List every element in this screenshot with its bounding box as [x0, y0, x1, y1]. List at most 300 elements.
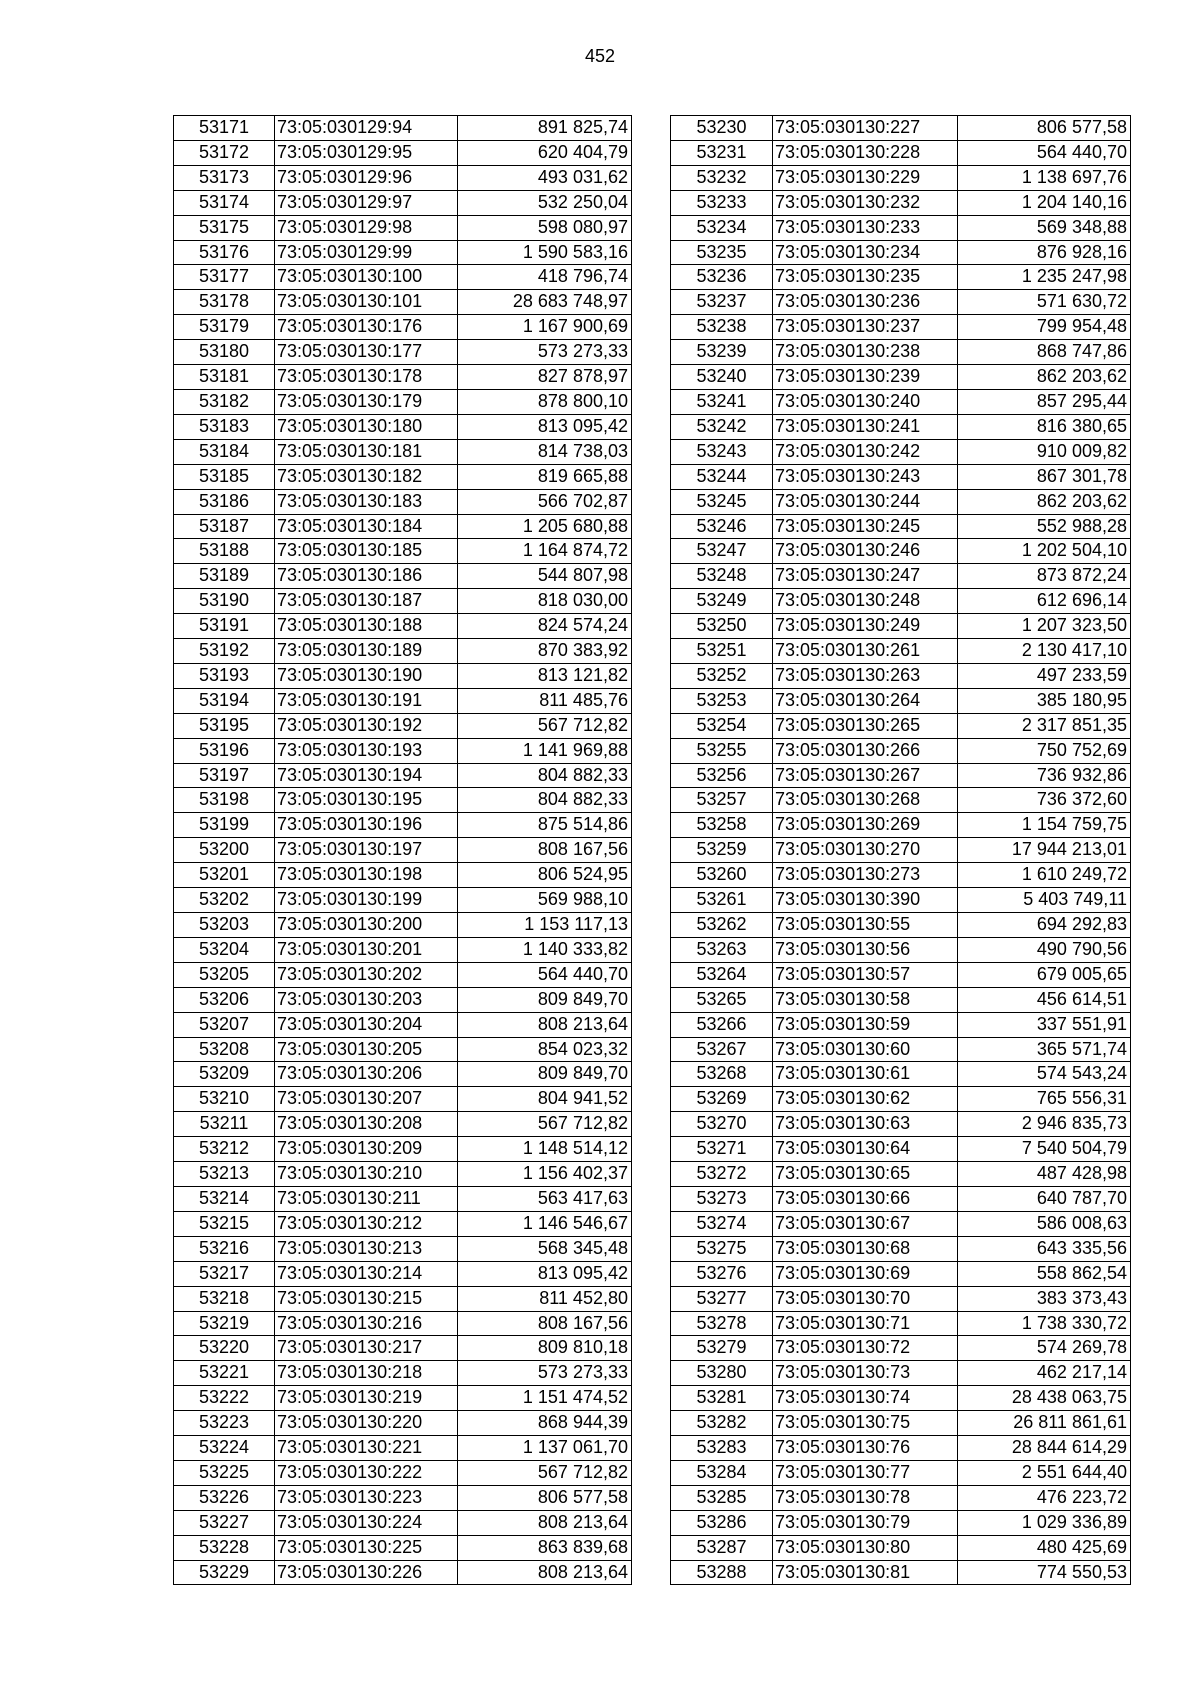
row-number-cell: 53207 [174, 1012, 275, 1037]
row-number-cell: 53186 [174, 489, 275, 514]
table-row [174, 713, 632, 738]
cadastral-number-cell: 73:05:030130:246 [773, 539, 958, 564]
cadastral-number-cell: 73:05:030130:238 [773, 340, 958, 365]
table-row [671, 265, 1131, 290]
row-number-cell: 53263 [671, 937, 773, 962]
table-row [671, 1087, 1131, 1112]
cadastral-number-cell: 73:05:030130:203 [275, 987, 458, 1012]
row-number-cell: 53231 [671, 140, 773, 165]
cadastral-number-cell: 73:05:030130:67 [773, 1211, 958, 1236]
cadastral-value-cell: 574 269,78 [958, 1336, 1131, 1361]
cadastral-value-cell: 480 425,69 [958, 1535, 1131, 1560]
cadastral-value-cell: 2 317 851,35 [958, 713, 1131, 738]
row-number-cell: 53173 [174, 165, 275, 190]
cadastral-number-cell: 73:05:030130:179 [275, 389, 458, 414]
cadastral-number-cell: 73:05:030130:267 [773, 763, 958, 788]
cadastral-number-cell: 73:05:030130:213 [275, 1236, 458, 1261]
cadastral-number-cell: 73:05:030130:176 [275, 315, 458, 340]
row-number-cell: 53223 [174, 1411, 275, 1436]
cadastral-number-cell: 73:05:030130:198 [275, 863, 458, 888]
cadastral-value-cell: 808 167,56 [458, 1311, 632, 1336]
cadastral-value-cell: 827 878,97 [458, 365, 632, 390]
table-row [174, 1535, 632, 1560]
cadastral-value-cell: 1 205 680,88 [458, 514, 632, 539]
cadastral-value-cell: 806 524,95 [458, 863, 632, 888]
cadastral-number-cell: 73:05:030130:219 [275, 1386, 458, 1411]
row-number-cell: 53265 [671, 987, 773, 1012]
row-number-cell: 53199 [174, 813, 275, 838]
cadastral-number-cell: 73:05:030130:195 [275, 788, 458, 813]
cadastral-value-cell: 1 137 061,70 [458, 1436, 632, 1461]
row-number-cell: 53182 [174, 389, 275, 414]
table-row [671, 489, 1131, 514]
row-number-cell: 53253 [671, 688, 773, 713]
cadastral-value-cell: 1 146 546,67 [458, 1211, 632, 1236]
cadastral-value-cell: 571 630,72 [958, 290, 1131, 315]
table-row [174, 1162, 632, 1187]
row-number-cell: 53249 [671, 589, 773, 614]
cadastral-number-cell: 73:05:030130:229 [773, 165, 958, 190]
cadastral-number-cell: 73:05:030130:239 [773, 365, 958, 390]
cadastral-value-cell: 365 571,74 [958, 1037, 1131, 1062]
cadastral-value-cell: 806 577,58 [458, 1485, 632, 1510]
cadastral-value-cell: 337 551,91 [958, 1012, 1131, 1037]
table-row [671, 937, 1131, 962]
cadastral-value-cell: 28 844 614,29 [958, 1436, 1131, 1461]
cadastral-value-cell: 17 944 213,01 [958, 838, 1131, 863]
cadastral-number-cell: 73:05:030130:68 [773, 1236, 958, 1261]
registry-table-right [670, 115, 1131, 1585]
table-row [174, 489, 632, 514]
row-number-cell: 53220 [174, 1336, 275, 1361]
row-number-cell: 53274 [671, 1211, 773, 1236]
table-row [671, 1062, 1131, 1087]
table-row [671, 1460, 1131, 1485]
cadastral-value-cell: 857 295,44 [958, 389, 1131, 414]
table-row [671, 913, 1131, 938]
cadastral-value-cell: 891 825,74 [458, 116, 632, 141]
cadastral-number-cell: 73:05:030130:268 [773, 788, 958, 813]
table-row [174, 589, 632, 614]
cadastral-number-cell: 73:05:030130:71 [773, 1311, 958, 1336]
cadastral-number-cell: 73:05:030130:264 [773, 688, 958, 713]
cadastral-number-cell: 73:05:030130:66 [773, 1186, 958, 1211]
cadastral-value-cell: 765 556,31 [958, 1087, 1131, 1112]
row-number-cell: 53250 [671, 614, 773, 639]
row-number-cell: 53270 [671, 1112, 773, 1137]
row-number-cell: 53268 [671, 1062, 773, 1087]
cadastral-value-cell: 567 712,82 [458, 1112, 632, 1137]
cadastral-number-cell: 73:05:030130:226 [275, 1560, 458, 1585]
cadastral-value-cell: 558 862,54 [958, 1261, 1131, 1286]
table-row [671, 539, 1131, 564]
table-row [671, 1336, 1131, 1361]
cadastral-value-cell: 1 141 969,88 [458, 738, 632, 763]
table-row [174, 389, 632, 414]
cadastral-number-cell: 73:05:030130:247 [773, 564, 958, 589]
table-row [174, 564, 632, 589]
cadastral-number-cell: 73:05:030130:236 [773, 290, 958, 315]
row-number-cell: 53236 [671, 265, 773, 290]
row-number-cell: 53197 [174, 763, 275, 788]
cadastral-number-cell: 73:05:030130:235 [773, 265, 958, 290]
cadastral-value-cell: 878 800,10 [458, 389, 632, 414]
table-row [671, 838, 1131, 863]
cadastral-number-cell: 73:05:030130:237 [773, 315, 958, 340]
cadastral-value-cell: 808 213,64 [458, 1012, 632, 1037]
cadastral-number-cell: 73:05:030130:211 [275, 1186, 458, 1211]
cadastral-number-cell: 73:05:030130:62 [773, 1087, 958, 1112]
row-number-cell: 53275 [671, 1236, 773, 1261]
cadastral-value-cell: 1 029 336,89 [958, 1510, 1131, 1535]
table-row [174, 614, 632, 639]
cadastral-number-cell: 73:05:030130:232 [773, 190, 958, 215]
cadastral-number-cell: 73:05:030130:190 [275, 663, 458, 688]
row-number-cell: 53235 [671, 240, 773, 265]
cadastral-value-cell: 1 167 900,69 [458, 315, 632, 340]
row-number-cell: 53269 [671, 1087, 773, 1112]
row-number-cell: 53254 [671, 713, 773, 738]
cadastral-value-cell: 28 683 748,97 [458, 290, 632, 315]
cadastral-number-cell: 73:05:030130:207 [275, 1087, 458, 1112]
row-number-cell: 53174 [174, 190, 275, 215]
table-row [174, 1336, 632, 1361]
table-row [671, 589, 1131, 614]
cadastral-value-cell: 867 301,78 [958, 464, 1131, 489]
row-number-cell: 53202 [174, 888, 275, 913]
row-number-cell: 53243 [671, 439, 773, 464]
cadastral-value-cell: 569 988,10 [458, 888, 632, 913]
table-row [174, 1012, 632, 1037]
row-number-cell: 53259 [671, 838, 773, 863]
cadastral-number-cell: 73:05:030130:225 [275, 1535, 458, 1560]
cadastral-number-cell: 73:05:030130:192 [275, 713, 458, 738]
table-row [671, 290, 1131, 315]
table-row [174, 1386, 632, 1411]
cadastral-number-cell: 73:05:030129:96 [275, 165, 458, 190]
cadastral-value-cell: 1 590 583,16 [458, 240, 632, 265]
cadastral-value-cell: 816 380,65 [958, 414, 1131, 439]
row-number-cell: 53218 [174, 1286, 275, 1311]
row-number-cell: 53208 [174, 1037, 275, 1062]
table-row [174, 190, 632, 215]
cadastral-value-cell: 868 747,86 [958, 340, 1131, 365]
row-number-cell: 53206 [174, 987, 275, 1012]
row-number-cell: 53210 [174, 1087, 275, 1112]
cadastral-number-cell: 73:05:030130:217 [275, 1336, 458, 1361]
cadastral-value-cell: 1 154 759,75 [958, 813, 1131, 838]
cadastral-value-cell: 497 233,59 [958, 663, 1131, 688]
row-number-cell: 53179 [174, 315, 275, 340]
cadastral-number-cell: 73:05:030130:261 [773, 639, 958, 664]
table-row [671, 140, 1131, 165]
table-row [174, 414, 632, 439]
cadastral-value-cell: 813 095,42 [458, 414, 632, 439]
table-row [671, 888, 1131, 913]
row-number-cell: 53267 [671, 1037, 773, 1062]
cadastral-value-cell: 804 882,33 [458, 788, 632, 813]
row-number-cell: 53184 [174, 439, 275, 464]
table-row [671, 116, 1131, 141]
cadastral-value-cell: 873 872,24 [958, 564, 1131, 589]
row-number-cell: 53252 [671, 663, 773, 688]
cadastral-value-cell: 774 550,53 [958, 1560, 1131, 1585]
row-number-cell: 53196 [174, 738, 275, 763]
table-row [671, 315, 1131, 340]
cadastral-number-cell: 73:05:030129:94 [275, 116, 458, 141]
cadastral-number-cell: 73:05:030130:187 [275, 589, 458, 614]
table-row [174, 1560, 632, 1585]
table-row [671, 439, 1131, 464]
cadastral-value-cell: 643 335,56 [958, 1236, 1131, 1261]
table-row [174, 464, 632, 489]
cadastral-number-cell: 73:05:030130:205 [275, 1037, 458, 1062]
row-number-cell: 53224 [174, 1436, 275, 1461]
row-number-cell: 53266 [671, 1012, 773, 1037]
row-number-cell: 53222 [174, 1386, 275, 1411]
row-number-cell: 53284 [671, 1460, 773, 1485]
cadastral-number-cell: 73:05:030130:204 [275, 1012, 458, 1037]
registry-table-left [173, 115, 632, 1585]
cadastral-number-cell: 73:05:030130:222 [275, 1460, 458, 1485]
cadastral-number-cell: 73:05:030130:185 [275, 539, 458, 564]
table-row [174, 439, 632, 464]
cadastral-value-cell: 569 348,88 [958, 215, 1131, 240]
cadastral-value-cell: 876 928,16 [958, 240, 1131, 265]
cadastral-number-cell: 73:05:030130:200 [275, 913, 458, 938]
cadastral-value-cell: 564 440,70 [458, 962, 632, 987]
table-row [671, 639, 1131, 664]
cadastral-number-cell: 73:05:030130:189 [275, 639, 458, 664]
table-row [671, 1211, 1131, 1236]
row-number-cell: 53232 [671, 165, 773, 190]
cadastral-value-cell: 2 551 644,40 [958, 1460, 1131, 1485]
cadastral-value-cell: 804 941,52 [458, 1087, 632, 1112]
cadastral-value-cell: 418 796,74 [458, 265, 632, 290]
table-row [174, 788, 632, 813]
table-row [174, 315, 632, 340]
table-row [671, 813, 1131, 838]
cadastral-number-cell: 73:05:030130:180 [275, 414, 458, 439]
cadastral-value-cell: 736 372,60 [958, 788, 1131, 813]
row-number-cell: 53180 [174, 340, 275, 365]
cadastral-value-cell: 1 153 117,13 [458, 913, 632, 938]
cadastral-number-cell: 73:05:030130:73 [773, 1361, 958, 1386]
table-row [174, 1137, 632, 1162]
row-number-cell: 53287 [671, 1535, 773, 1560]
cadastral-value-cell: 586 008,63 [958, 1211, 1131, 1236]
table-row [174, 1062, 632, 1087]
cadastral-number-cell: 73:05:030130:266 [773, 738, 958, 763]
cadastral-value-cell: 385 180,95 [958, 688, 1131, 713]
cadastral-number-cell: 73:05:030130:197 [275, 838, 458, 863]
cadastral-value-cell: 809 810,18 [458, 1336, 632, 1361]
table-row [174, 1087, 632, 1112]
table-row [174, 240, 632, 265]
row-number-cell: 53193 [174, 663, 275, 688]
cadastral-number-cell: 73:05:030130:69 [773, 1261, 958, 1286]
cadastral-value-cell: 573 273,33 [458, 340, 632, 365]
cadastral-value-cell: 476 223,72 [958, 1485, 1131, 1510]
table-row [174, 116, 632, 141]
cadastral-value-cell: 1 156 402,37 [458, 1162, 632, 1187]
cadastral-value-cell: 620 404,79 [458, 140, 632, 165]
cadastral-number-cell: 73:05:030130:74 [773, 1386, 958, 1411]
row-number-cell: 53251 [671, 639, 773, 664]
cadastral-value-cell: 462 217,14 [958, 1361, 1131, 1386]
row-number-cell: 53273 [671, 1186, 773, 1211]
cadastral-number-cell: 73:05:030130:233 [773, 215, 958, 240]
row-number-cell: 53227 [174, 1510, 275, 1535]
row-number-cell: 53189 [174, 564, 275, 589]
cadastral-value-cell: 808 167,56 [458, 838, 632, 863]
cadastral-number-cell: 73:05:030130:210 [275, 1162, 458, 1187]
cadastral-value-cell: 1 140 333,82 [458, 937, 632, 962]
cadastral-number-cell: 73:05:030130:81 [773, 1560, 958, 1585]
cadastral-value-cell: 1 610 249,72 [958, 863, 1131, 888]
table-row [174, 265, 632, 290]
cadastral-number-cell: 73:05:030130:227 [773, 116, 958, 141]
cadastral-value-cell: 679 005,65 [958, 962, 1131, 987]
row-number-cell: 53281 [671, 1386, 773, 1411]
row-number-cell: 53212 [174, 1137, 275, 1162]
row-number-cell: 53187 [174, 514, 275, 539]
row-number-cell: 53178 [174, 290, 275, 315]
row-number-cell: 53171 [174, 116, 275, 141]
table-row [671, 1386, 1131, 1411]
table-row [174, 1112, 632, 1137]
row-number-cell: 53200 [174, 838, 275, 863]
cadastral-value-cell: 574 543,24 [958, 1062, 1131, 1087]
cadastral-value-cell: 824 574,24 [458, 614, 632, 639]
cadastral-number-cell: 73:05:030130:183 [275, 489, 458, 514]
cadastral-number-cell: 73:05:030130:390 [773, 888, 958, 913]
cadastral-value-cell: 1 207 323,50 [958, 614, 1131, 639]
table-row [671, 863, 1131, 888]
cadastral-number-cell: 73:05:030130:242 [773, 439, 958, 464]
table-row [671, 962, 1131, 987]
table-row [671, 713, 1131, 738]
row-number-cell: 53282 [671, 1411, 773, 1436]
table-row [174, 1211, 632, 1236]
cadastral-number-cell: 73:05:030130:245 [773, 514, 958, 539]
row-number-cell: 53233 [671, 190, 773, 215]
cadastral-number-cell: 73:05:030129:95 [275, 140, 458, 165]
table-row [174, 290, 632, 315]
cadastral-number-cell: 73:05:030130:178 [275, 365, 458, 390]
table-row [671, 1485, 1131, 1510]
row-number-cell: 53264 [671, 962, 773, 987]
row-number-cell: 53185 [174, 464, 275, 489]
cadastral-value-cell: 564 440,70 [958, 140, 1131, 165]
cadastral-value-cell: 26 811 861,61 [958, 1411, 1131, 1436]
cadastral-value-cell: 813 095,42 [458, 1261, 632, 1286]
row-number-cell: 53211 [174, 1112, 275, 1137]
row-number-cell: 53228 [174, 1535, 275, 1560]
row-number-cell: 53288 [671, 1560, 773, 1585]
cadastral-number-cell: 73:05:030130:199 [275, 888, 458, 913]
table-row [174, 1186, 632, 1211]
table-row [174, 165, 632, 190]
row-number-cell: 53188 [174, 539, 275, 564]
row-number-cell: 53219 [174, 1311, 275, 1336]
table-row [174, 140, 632, 165]
cadastral-number-cell: 73:05:030130:243 [773, 464, 958, 489]
row-number-cell: 53194 [174, 688, 275, 713]
cadastral-number-cell: 73:05:030130:75 [773, 1411, 958, 1436]
cadastral-value-cell: 566 702,87 [458, 489, 632, 514]
cadastral-value-cell: 809 849,70 [458, 987, 632, 1012]
table-row [671, 514, 1131, 539]
table-row [671, 1535, 1131, 1560]
cadastral-value-cell: 799 954,48 [958, 315, 1131, 340]
cadastral-number-cell: 73:05:030130:228 [773, 140, 958, 165]
table-row [671, 1012, 1131, 1037]
table-row [174, 813, 632, 838]
cadastral-number-cell: 73:05:030130:244 [773, 489, 958, 514]
cadastral-number-cell: 73:05:030130:58 [773, 987, 958, 1012]
cadastral-number-cell: 73:05:030130:76 [773, 1436, 958, 1461]
cadastral-value-cell: 808 213,64 [458, 1510, 632, 1535]
cadastral-value-cell: 552 988,28 [958, 514, 1131, 539]
table-row [174, 987, 632, 1012]
table-row [174, 340, 632, 365]
cadastral-value-cell: 28 438 063,75 [958, 1386, 1131, 1411]
cadastral-number-cell: 73:05:030130:194 [275, 763, 458, 788]
table-row [174, 1361, 632, 1386]
cadastral-number-cell: 73:05:030130:208 [275, 1112, 458, 1137]
cadastral-number-cell: 73:05:030130:193 [275, 738, 458, 763]
table-row [671, 1361, 1131, 1386]
cadastral-value-cell: 1 204 140,16 [958, 190, 1131, 215]
row-number-cell: 53221 [174, 1361, 275, 1386]
row-number-cell: 53238 [671, 315, 773, 340]
row-number-cell: 53192 [174, 639, 275, 664]
cadastral-value-cell: 493 031,62 [458, 165, 632, 190]
row-number-cell: 53176 [174, 240, 275, 265]
cadastral-number-cell: 73:05:030130:61 [773, 1062, 958, 1087]
row-number-cell: 53204 [174, 937, 275, 962]
row-number-cell: 53195 [174, 713, 275, 738]
row-number-cell: 53190 [174, 589, 275, 614]
table-row [671, 1411, 1131, 1436]
cadastral-number-cell: 73:05:030130:184 [275, 514, 458, 539]
cadastral-value-cell: 612 696,14 [958, 589, 1131, 614]
table-row [174, 738, 632, 763]
table-row [671, 1510, 1131, 1535]
table-row [174, 863, 632, 888]
row-number-cell: 53229 [174, 1560, 275, 1585]
cadastral-value-cell: 456 614,51 [958, 987, 1131, 1012]
table-row [174, 1261, 632, 1286]
row-number-cell: 53260 [671, 863, 773, 888]
cadastral-number-cell: 73:05:030130:248 [773, 589, 958, 614]
cadastral-number-cell: 73:05:030130:70 [773, 1286, 958, 1311]
row-number-cell: 53177 [174, 265, 275, 290]
cadastral-value-cell: 863 839,68 [458, 1535, 632, 1560]
table-row [671, 389, 1131, 414]
cadastral-number-cell: 73:05:030130:224 [275, 1510, 458, 1535]
cadastral-value-cell: 7 540 504,79 [958, 1137, 1131, 1162]
cadastral-value-cell: 736 932,86 [958, 763, 1131, 788]
row-number-cell: 53213 [174, 1162, 275, 1187]
table-row [174, 1436, 632, 1461]
table-row [671, 1261, 1131, 1286]
row-number-cell: 53245 [671, 489, 773, 514]
table-row [174, 1286, 632, 1311]
cadastral-number-cell: 73:05:030130:209 [275, 1137, 458, 1162]
cadastral-number-cell: 73:05:030130:202 [275, 962, 458, 987]
